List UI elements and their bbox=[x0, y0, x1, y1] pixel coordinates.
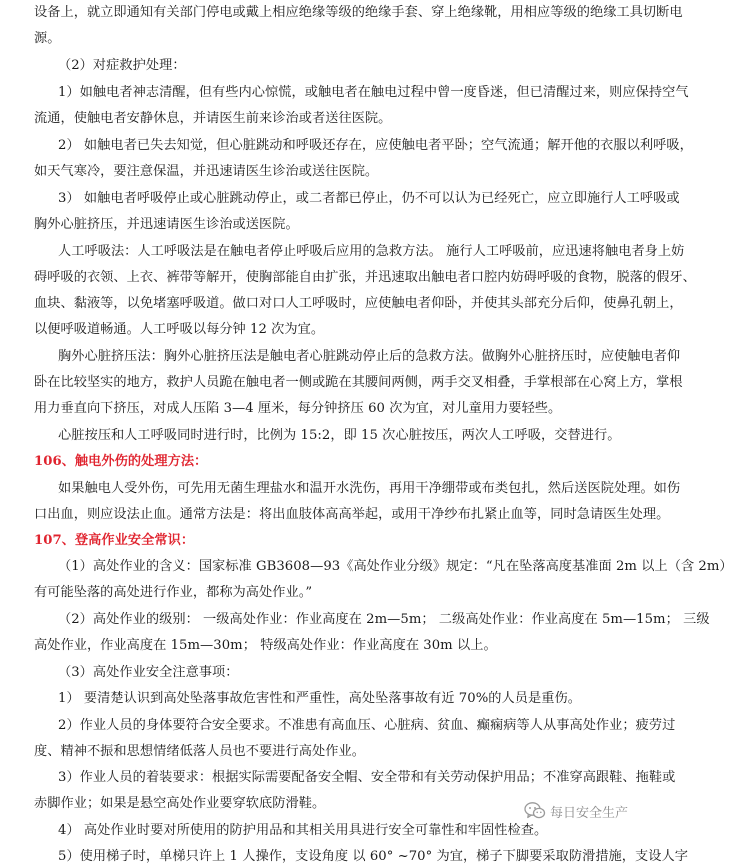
text-line: 胸外心脏挤压法：胸外心脏挤压法是触电者心脏跳动停止后的急救方法。做胸外心脏挤压时，应使触电者仰 bbox=[58, 349, 681, 364]
section-heading: 107、登高作业安全常识： bbox=[34, 533, 195, 548]
text-line: 1）如触电者神志清醒，但有些内心惊慌，或触电者在触电过程中曾一度昏迷，但已清醒过来，则应保持空气 bbox=[58, 85, 689, 100]
text-line: 2） 如触电者已失去知觉，但心脏跳动和呼吸还存在，应使触电者平卧；空气流通；解开他的衣服以利呼吸， bbox=[58, 138, 693, 153]
watermark bbox=[524, 800, 628, 822]
text-line: 4） 高处作业时要对所使用的防护用品和其相关用具进行安全可靠性和牢固性检查。 bbox=[58, 823, 548, 838]
text-line: 有可能坠落的高处进行作业，都称为高处作业。” bbox=[34, 585, 313, 600]
text-line: 如天气寒冷，要注意保温，并迅速请医生诊治或送往医院。 bbox=[34, 164, 379, 179]
text-line: 3） 如触电者呼吸停止或心脏跳动停止，或二者都已停止，仍不可以认为已经死亡，应立即施行人工呼吸或 bbox=[58, 191, 680, 206]
watermark-text: 每日安全生产 bbox=[549, 805, 628, 821]
text-line: 用力垂直向下挤压，对成人压陷 3—4 厘米，每分钟挤压 60 次为宜，对儿童用力要轻些。 bbox=[34, 401, 562, 416]
text-line: （1）高处作业的含义：国家标准 GB3608—93《高处作业分级》规定：“凡在坠落高度基准面 2m 以上（含 2m） bbox=[58, 559, 733, 574]
text-line: （3）高处作业安全注意事项： bbox=[58, 665, 239, 680]
text-line: 3）作业人员的着装要求：根据实际需要配备安全帽、安全带和有关劳动保护用品；不准穿高跟鞋、拖鞋或 bbox=[58, 770, 676, 785]
text-line: 如果触电人受外伤，可先用无菌生理盐水和温开水洗伤，再用干净绷带或布类包扎，然后送医院处理。如伤 bbox=[58, 481, 681, 496]
text-line: 碍呼吸的衣领、上衣、裤带等解开，使胸部能自由扩张，并迅速取出触电者口腔内妨碍呼吸的食物，脱落的假牙、 bbox=[34, 270, 696, 285]
text-line: （2）高处作业的级别： 一级高处作业：作业高度在 2m—5m； 二级高处作业：作业高度在 5m—15m； 三级 bbox=[58, 612, 710, 627]
text-line: 5）使用梯子时，单梯只许上 1 人操作，支设角度 以 60° ~70° 为宜，梯子下脚要采取防滑措施，支设人字 bbox=[58, 849, 688, 864]
text-line: 1） 要清楚认识到高处坠落事故危害性和严重性，高处坠落事故有近 70%的人员是重伤。 bbox=[58, 691, 581, 706]
text-line: 以便呼吸道畅通。人工呼吸以每分钟 12 次为宜。 bbox=[34, 322, 325, 337]
text-line: 口出血，则应设法止血。通常方法是：将出血肢体高高举起，或用干净纱布扎紧止血等，同时急请医生处理。 bbox=[34, 507, 670, 522]
wechat-icon bbox=[524, 801, 546, 821]
text-line: 2）作业人员的身体要符合安全要求。不准患有高血压、心脏病、贫血、癫痫病等人从事高处作业；疲劳过 bbox=[58, 718, 676, 733]
text-line: 度、精神不振和思想情绪低落人员也不要进行高处作业。 bbox=[34, 744, 365, 759]
text-line: 赤脚作业；如果是悬空高处作业要穿软底防滑鞋。 bbox=[34, 796, 326, 811]
text-line: 人工呼吸法：人工呼吸法是在触电者停止呼吸后应用的急救方法。 施行人工呼吸前，应迅速将触电者身上妨 bbox=[58, 244, 685, 259]
section-heading: 106、触电外伤的处理方法： bbox=[34, 454, 208, 469]
text-line: 血块、黏液等，以免堵塞呼吸道。做口对口人工呼吸时，应使触电者仰卧，并使其头部充分后仰，使鼻孔朝上， bbox=[34, 296, 683, 311]
text-line: 流通，使触电者安静休息，并请医生前来诊治或者送往医院。 bbox=[34, 111, 392, 126]
text-line: （2）对症救护处理： bbox=[58, 58, 186, 73]
text-line: 卧在比较坚实的地方，救护人员跪在触电者一侧或跪在其腰间两侧，两手交叉相叠，手掌根部在心窝上方，掌根 bbox=[34, 375, 683, 390]
text-line: 胸外心脏挤压，并迅速请医生诊治或送医院。 bbox=[34, 217, 299, 232]
text-line: 设备上，就立即通知有关部门停电或戴上相应绝缘等级的绝缘手套、穿上绝缘靴，用相应等级的绝缘工具切断电 bbox=[34, 5, 683, 20]
text-line: 源。 bbox=[34, 31, 61, 46]
text-line: 心脏按压和人工呼吸同时进行时，比例为 15:2，即 15 次心脏按压，两次人工呼吸，交替进行。 bbox=[58, 428, 621, 443]
text-line: 高处作业，作业高度在 15m—30m； 特级高处作业：作业高度在 30m 以上。 bbox=[34, 638, 497, 653]
